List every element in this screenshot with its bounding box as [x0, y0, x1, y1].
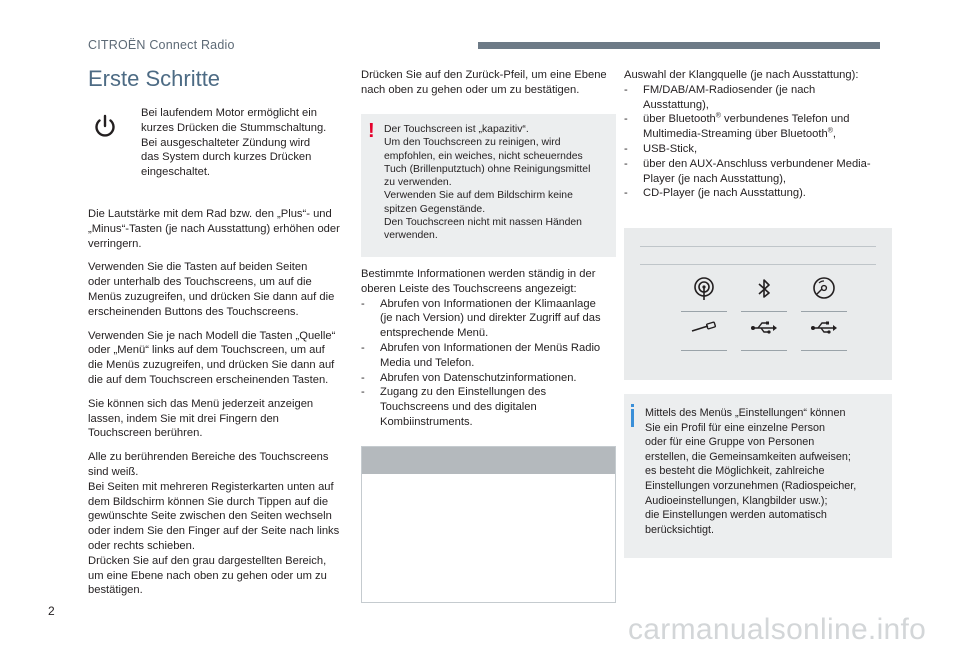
text-line: kurzes Drücken die Stummschaltung.	[141, 121, 327, 134]
list-item: - Zugang zu den Einstellungen des Touchscreens und des digitalen Kombiinstruments.	[361, 385, 619, 429]
text-line: Bei laufendem Motor ermöglicht ein	[141, 107, 317, 119]
column-2-intro: Drücken Sie auf den Zurück-Pfeil, um eine Ebene nach oben zu gehen oder um zu bestätigen.	[361, 69, 607, 96]
warning-icon: !	[368, 120, 375, 142]
text-line: eingeschaltet.	[141, 166, 211, 179]
list-item: - CD-Player (je nach Ausstattung).	[624, 186, 892, 201]
divider	[640, 246, 876, 247]
status-bar-info-list: Bestimmte Informationen werden ständig in der oberen Leiste des Touchscreens angezeigt: - Abrufen von Informationen der Klimaanlage (je nach Version) und direkter Zugriff auf das entsprechende Menü. - Abrufen von Informationen der Menüs Radio Media und Telefon. - Abrufen von Datenschutzinformationen. - Zugang zu den Einstellungen des Touchscreens und des digitalen Kombiinstruments.	[361, 267, 619, 430]
usb-icon[interactable]	[801, 311, 847, 351]
cd-icon[interactable]	[801, 272, 847, 312]
usb-icon[interactable]	[741, 311, 787, 351]
paragraph-buttons: Verwenden Sie die Tasten auf beiden Seiten oder unterhalb des Touchscreens, um auf die Menüs zuzugreifen, und drücken Sie dann auf die erscheinenden Buttons des Touchscreens.	[88, 261, 335, 318]
text-line: das System durch kurzes Drücken	[141, 151, 312, 164]
info-text: Mittels des Menüs „Einstellungen“ können Sie ein Profil für eine einzelne Person oder für eine Gruppe von Personen erstellen, die Gemeinsamkeiten aufweisen; es besteht die Möglichkeit, zahlreiche Einstellungen vorzunehmen (Radiospeicher, Audioeinstellungen, Klangbilder usw.); die Einstellungen werden automatisch berücksichtigt.	[645, 407, 857, 536]
screen-status-bar	[362, 447, 615, 474]
radio-icon[interactable]	[681, 272, 727, 312]
divider	[640, 264, 876, 265]
list-item: - über Bluetooth® verbundenes Telefon und Multimedia-Streaming über Bluetooth®,	[624, 112, 892, 142]
paragraph-touch-areas: Alle zu berührenden Bereiche des Touchscreens sind weiß. Bei Seiten mit mehreren Registerkarten unten auf dem Bildschirm können Sie durch Tippen auf die gewünschte Seite zwischen den Seiten wechseln oder indem Sie den Finger auf der Seite nach links oder rechts schieben. Drücken Sie auf den grau dargestellten Bereich, um eine Ebene nach oben zu gehen oder um zu bestätigen.	[88, 451, 340, 597]
underline	[801, 350, 847, 351]
sound-source-list: Auswahl der Klangquelle (je nach Ausstattung): - FM/DAB/AM-Radiosender (je nach Ausstattung), - über Bluetooth® verbundenes Telefon und Multimedia-Streaming über Bluetooth®, - USB-Stick, - über den AUX-Anschluss verbundener Media- Player (je nach Ausstattung), - CD-Player (je nach Ausstattung).	[624, 68, 892, 201]
page-number: 2	[48, 604, 55, 618]
paragraph-three-fingers: Sie können sich das Menü jederzeit anzeigen lassen, indem Sie mit drei Fingern den Touchscreen berühren.	[88, 397, 314, 440]
list-item: - Abrufen von Datenschutzinformationen.	[361, 371, 619, 386]
underline	[681, 350, 727, 351]
list-item: - über den AUX-Anschluss verbundener Media- Player (je nach Ausstattung),	[624, 157, 892, 187]
aux-icon[interactable]	[681, 311, 727, 351]
power-button-description	[141, 106, 351, 180]
list-item: - Abrufen von Informationen der Klimaanlage (je nach Version) und direkter Zugriff auf das entsprechende Menü.	[361, 297, 619, 341]
warning-text: Der Touchscreen ist „kapazitiv“. Um den Touchscreen zu reinigen, wird empfohlen, ein weiches, nicht scheuerndes Tuch (Brillenputztuch) ohne Reinigungsmittel zu verwenden. Verwenden Sie auf dem Bildschirm keine spitzen Gegenstände. Den Touchscreen nicht mit nassen Händen verwenden.	[384, 124, 591, 242]
paragraph-volume: Die Lautstärke mit dem Rad bzw. den „Plus“- und „Minus“-Tasten (je nach Ausstattung) erhöhen oder verringern.	[88, 208, 340, 250]
list-item: - Abrufen von Informationen der Menüs Radio Media und Telefon.	[361, 341, 619, 371]
header-rule	[478, 42, 880, 49]
text-line: Bei ausgeschalteter Zündung wird	[141, 136, 311, 149]
info-icon	[631, 404, 634, 428]
section-title: Erste Schritte	[88, 66, 221, 91]
bluetooth-icon[interactable]	[741, 272, 787, 312]
manual-header-title: CITROËN Connect Radio	[88, 38, 235, 52]
power-icon	[92, 113, 118, 139]
column-1	[88, 207, 350, 607]
list-item: - FM/DAB/AM-Radiosender (je nach Ausstattung),	[624, 83, 892, 113]
underline	[741, 350, 787, 351]
watermark: carmanualsonline.info	[628, 613, 927, 646]
paragraph-source-menu: Verwenden Sie je nach Modell die Tasten „Quelle“ oder „Menü“ links auf dem Touchscreen, um auf die Menüs zuzugreifen, und drücken Sie dann auf die auf dem Touchscreen erscheinenden Tasten.	[88, 329, 336, 386]
list-item: - USB-Stick,	[624, 142, 892, 157]
